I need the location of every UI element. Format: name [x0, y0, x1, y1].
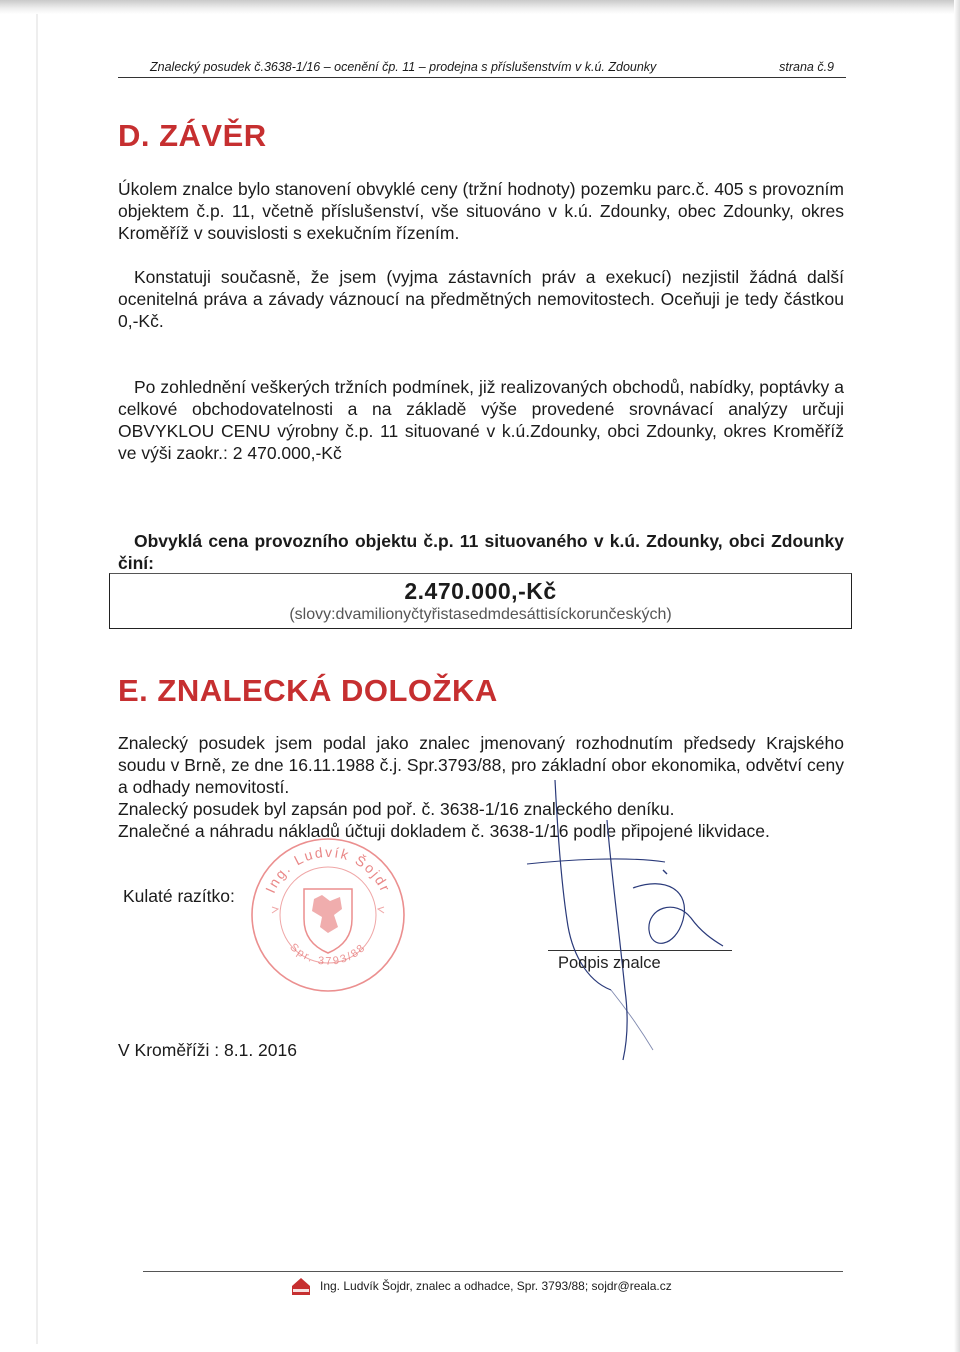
price-in-words: (slovy:dvamilionyčtyřistasedmdesáttisíckorunčeských): [289, 606, 672, 623]
footer-text: Ing. Ludvík Šojdr, znalec a odhadce, Spr. 3793/88; sojdr@reala.cz: [320, 1279, 672, 1293]
conclusion-paragraph-3: [118, 376, 844, 464]
page-number: strana č.9: [779, 60, 834, 74]
svg-text:Spr. 3793/88: [287, 941, 368, 968]
conclusion-paragraph-2-text: Konstatuji současně, že jsem (vyjma zástavních práv a exekucí) nezjistil žádná další ocenitelná práva a závady váznoucí na předmětných nemovitostech. Oceňuji je tedy částkou 0,-Kč.: [118, 267, 844, 331]
signature-icon: [515, 780, 745, 1070]
round-stamp-icon: [248, 835, 408, 995]
place-and-date: V Kroměříži : 8.1. 2016: [118, 1040, 297, 1060]
stamp-label: Kulaté razítko:: [123, 886, 235, 906]
conclusion-paragraph-3-text: Po zohlednění veškerých tržních podmínek, již realizovaných obchodů, nabídky, poptávky a celkové obchodovatelnosti a na základě výše provedené srovnávací analýzy určuji OBVYKLOU CENU výrobny č.p. 11 situované v k.ú.Zdounky, obci Zdounky, okres Kroměříž ve výši zaokr.: 2 470.000,-Kč: [118, 377, 844, 463]
expert-clause-line-3: Znalečné a náhradu nákladů účtuji dokladem č. 3638-1/16 podle připojené likvidace.: [118, 821, 770, 841]
header-divider: [118, 77, 846, 78]
page-header: [150, 60, 840, 78]
price-box: [109, 573, 852, 629]
conclusion-paragraph-1: Úkolem znalce bylo stanovení obvyklé ceny (tržní hodnoty) pozemku parc.č. 405 s provozním objektem č.p. 11, včetně příslušenství, vše situováno v k.ú. Zdounky, obec Zdounky, okres Kroměříž v souvislosti s exekučním řízením.: [118, 179, 844, 243]
scan-edge-right: [954, 0, 960, 1352]
conclusion-paragraph-2: [118, 266, 844, 332]
page-footer: [290, 1276, 750, 1298]
section-d-title: D. ZÁVĚR: [118, 118, 267, 153]
scan-edge-top: [0, 0, 960, 14]
expert-clause-line-1: Znalecký posudek jsem podal jako znalec jmenovaný rozhodnutím předsedy Krajského soudu v Brně, ze dne 16.11.1988 č.j. Spr.3793/88, pro základní obor ekonomika, odvětví ceny a odhady nemovitostí.: [118, 733, 844, 797]
price-heading-text: Obvyklá cena provozního objektu č.p. 11 situovaného v k.ú. Zdounky, obci Zdounky činí:: [118, 531, 844, 573]
price-heading: [118, 530, 844, 574]
house-logo-icon: [290, 1276, 312, 1296]
scan-edge-left: [36, 14, 38, 1344]
signature-label: Podpis znalce: [558, 954, 661, 972]
footer-divider: [143, 1271, 843, 1272]
stamp-text-bottom: Spr. 3793/88: [287, 941, 369, 968]
price-value: 2.470.000,-Kč: [404, 578, 557, 604]
header-title: Znalecký posudek č.3638-1/16 – ocenění čp. 11 – prodejna s příslušenstvím v k.ú. Zdounky: [150, 60, 657, 74]
expert-clause-line-2: Znalecký posudek byl zapsán pod poř. č. 3638-1/16 znaleckého deníku.: [118, 799, 675, 819]
svg-text:Ing. Ludvík Šojdr: [262, 844, 394, 895]
section-e-title: E. ZNALECKÁ DOLOŽKA: [118, 673, 498, 708]
stamp-text-top: Ing. Ludvík Šojdr: [261, 843, 395, 896]
